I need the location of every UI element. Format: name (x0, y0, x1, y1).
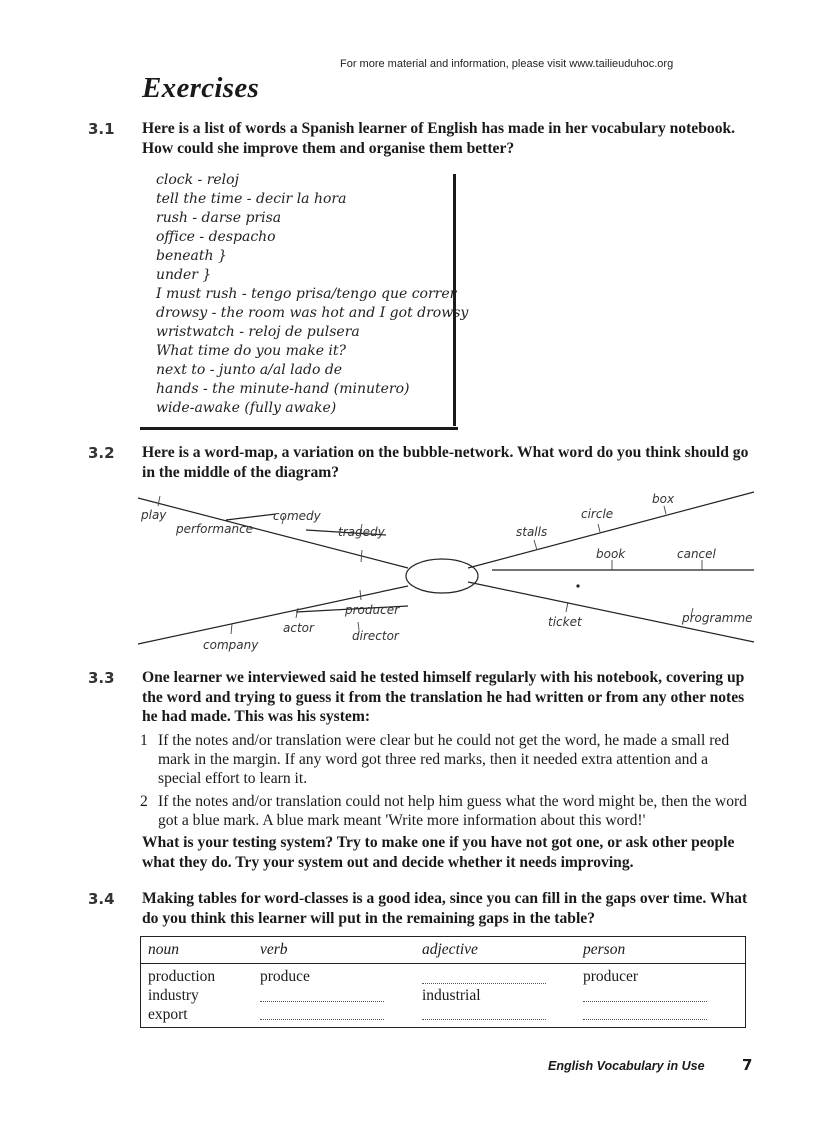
exercise-number-3-1: 3.1 (88, 120, 115, 138)
label-box: box (652, 492, 675, 506)
list-item-number: 1 (140, 732, 148, 749)
label-cancel: cancel (677, 547, 716, 561)
table-cell: industrial (422, 987, 481, 1004)
notebook-line: office - despacho (156, 229, 276, 245)
tick-mark (361, 550, 362, 562)
tick-mark (664, 506, 666, 514)
table-cell: industry (148, 987, 199, 1004)
tick-mark (566, 602, 568, 612)
tick-mark (360, 590, 361, 600)
table-header-divider (140, 963, 746, 964)
label-company: company (203, 638, 259, 652)
list-item (140, 792, 754, 830)
table-cell: export (148, 1006, 188, 1023)
label-stalls: stalls (516, 525, 548, 539)
notebook-line: rush - darse prisa (156, 210, 282, 226)
tick-mark (598, 524, 600, 532)
page-number: 7 (742, 1056, 753, 1074)
list-item-text: If the notes and/or translation could not help him guess what the word might be, then the word got a blue mark. A blue mark meant 'Write more information about this word!' (158, 793, 747, 829)
dot-mark (576, 584, 579, 587)
table-cell: production (148, 968, 216, 985)
footer-book-title: English Vocabulary in Use (548, 1059, 705, 1073)
label-programme: programme (682, 611, 753, 625)
table-header-verb: verb (260, 941, 288, 958)
label-ticket: ticket (548, 615, 582, 629)
label-circle: circle (581, 507, 614, 521)
exercise-3-1-instructions: Here is a list of words a Spanish learner of English has made in her vocabulary notebook. How could she improve them and organise them better? (142, 120, 736, 157)
label-producer: producer (345, 603, 400, 617)
label-comedy: comedy (273, 509, 321, 523)
center-bubble (406, 559, 478, 593)
word-class-table (140, 936, 746, 1028)
branch-line (226, 514, 276, 520)
notebook-line: tell the time - decir la hora (156, 191, 347, 207)
exercise-3-4-instructions: Making tables for word-classes is a good idea, since you can fill in the gaps over time. What do you think this learner will put in the remaining gaps in the table? (142, 890, 748, 927)
notebook-line: What time do you make it? (156, 343, 347, 359)
exercise-number-3-4: 3.4 (88, 890, 115, 908)
label-director: director (352, 629, 399, 643)
table-header-noun: noun (148, 941, 179, 958)
notebook-line: next to - junto a/al lado de (156, 362, 343, 378)
blank-gap (260, 1000, 384, 1002)
blank-gap (583, 1018, 707, 1020)
vocabulary-notebook (140, 168, 469, 430)
tick-mark (534, 540, 537, 550)
blank-gap (583, 1000, 707, 1002)
exercise-3-3-instructions: One learner we interviewed said he tested himself regularly with his notebook, covering up the word and trying to guess it from the translation he had written or from any other notes he had made. This was his system: (142, 669, 745, 725)
notebook-line: clock - reloj (156, 172, 239, 188)
label-actor: actor (283, 621, 314, 635)
exercise-number-3-3: 3.3 (88, 669, 115, 687)
header-note: For more material and information, please visit www.tailieuduhoc.org (340, 58, 674, 70)
list-item (140, 731, 754, 788)
notebook-line: I must rush - tengo prisa/tengo que correr (156, 286, 457, 302)
blank-gap (422, 1018, 546, 1020)
exercise-3-2-instructions: Here is a word-map, a variation on the bubble-network. What word do you think should go in the middle of the diagram? (142, 444, 749, 481)
table-header-person: person (583, 941, 626, 958)
table-header-adjective: adjective (422, 941, 478, 958)
blank-gap (260, 1018, 384, 1020)
notebook-line: hands - the minute-hand (minutero) (156, 381, 410, 397)
label-tragedy: tragedy (338, 525, 385, 539)
word-map-diagram (136, 490, 756, 656)
exercise-3-3-closing: What is your testing system? Try to make one if you have not got one, or ask other people what they do. Try your system out and decide whether it needs improving. (142, 834, 735, 871)
tick-mark (158, 496, 160, 506)
notebook-line: wristwatch - reloj de pulsera (156, 324, 360, 340)
word-map-svg (136, 490, 756, 656)
notebook-bottom-border (140, 427, 458, 430)
blank-gap (422, 982, 546, 984)
notebook-line: wide-awake (fully awake) (156, 400, 337, 416)
table-cell: produce (260, 968, 310, 985)
exercise-number-3-2: 3.2 (88, 444, 115, 462)
tick-mark (231, 624, 232, 634)
notebook-line: drowsy - the room was hot and I got drowsy (156, 305, 469, 321)
label-performance: performance (176, 522, 254, 536)
label-play: play (141, 508, 167, 522)
list-item-text: If the notes and/or translation were clear but he could not get the word, he made a small red mark in the margin. If any word got three red marks, then it needed extra attention and a special effort to learn it. (158, 732, 730, 787)
table-cell: producer (583, 968, 639, 985)
notebook-line: under } (156, 267, 212, 283)
list-item-number: 2 (140, 793, 148, 810)
page-title: Exercises (142, 72, 260, 104)
notebook-line: beneath } (156, 248, 227, 264)
label-book: book (596, 547, 626, 561)
